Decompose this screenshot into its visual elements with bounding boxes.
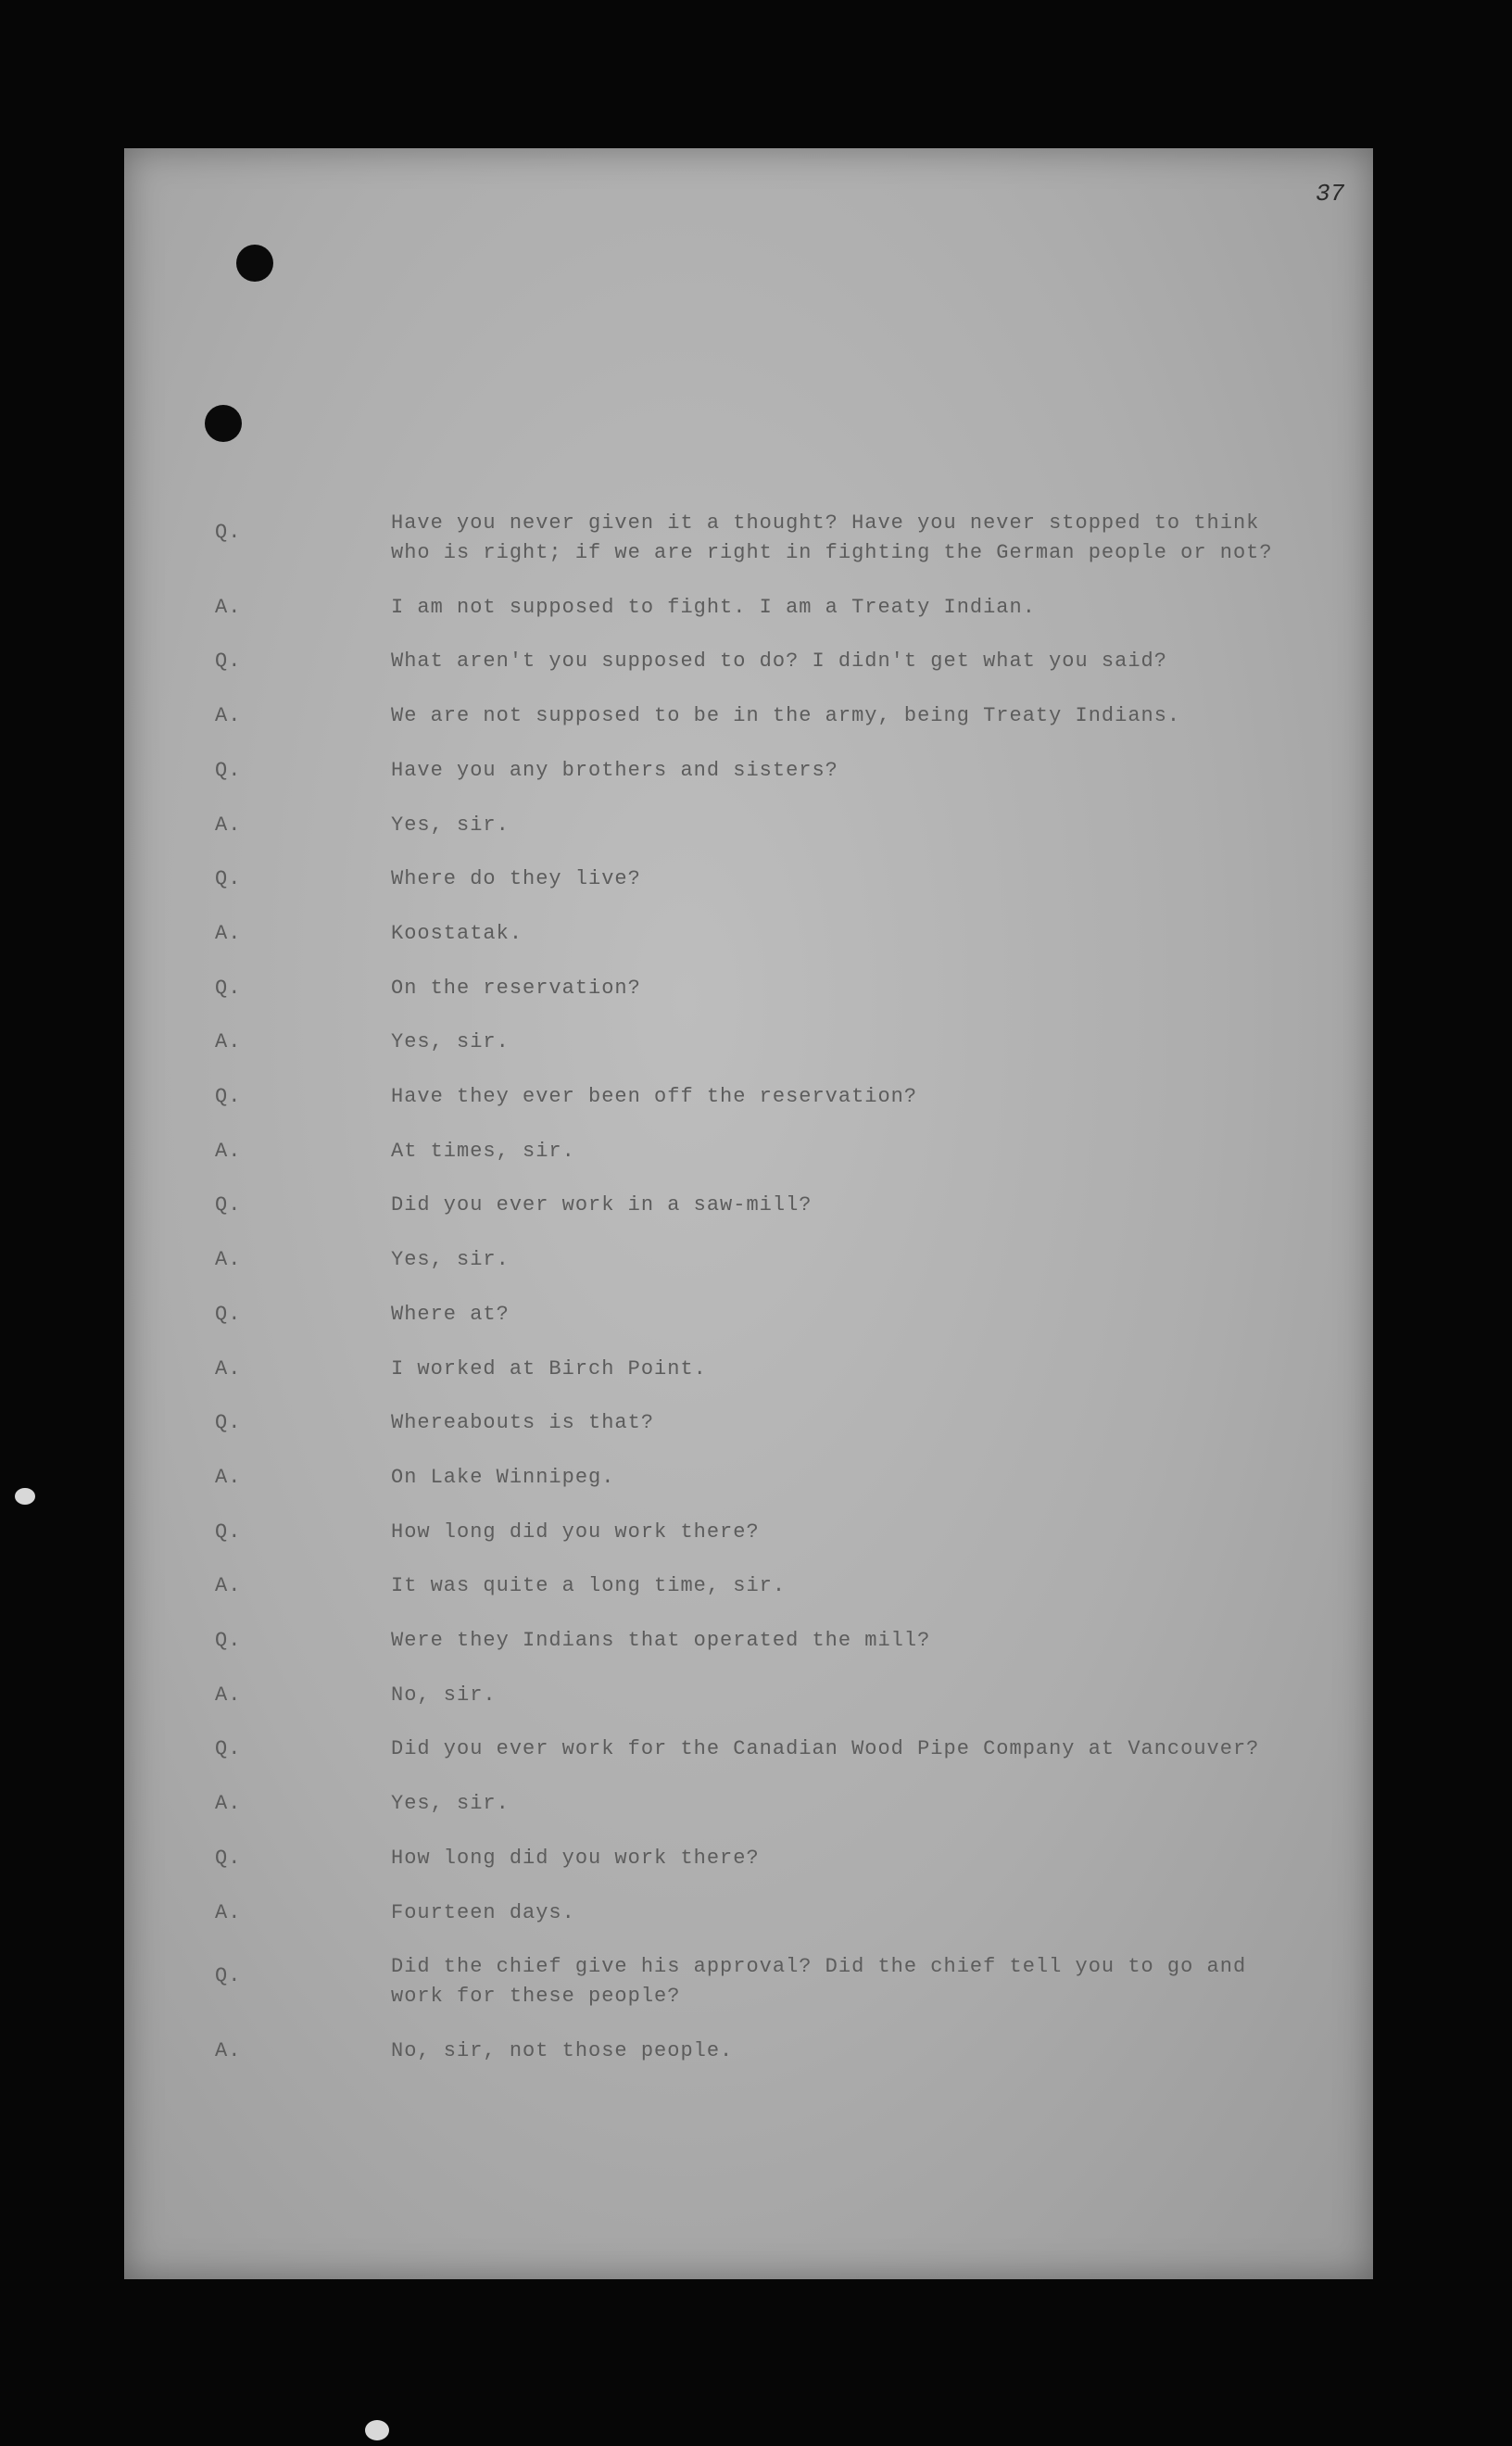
speaker-label: A. (215, 704, 242, 727)
speaker-label: A. (215, 1683, 242, 1707)
transcript-line: Yes, sir. (391, 1792, 510, 1815)
speaker-label: Q. (215, 759, 242, 782)
speaker-label: Q. (215, 649, 242, 673)
transcript-line: I worked at Birch Point. (391, 1357, 707, 1381)
transcript-line: Have you any brothers and sisters? (391, 759, 838, 782)
transcript-line: Yes, sir. (391, 1248, 510, 1271)
page-number: 37 (1316, 180, 1345, 208)
transcript-line: No, sir, not those people. (391, 2039, 734, 2062)
transcript-line: I am not supposed to fight. I am a Treaty Indian. (391, 596, 1036, 619)
speaker-label: Q. (215, 1520, 242, 1544)
speaker-label: A. (215, 1140, 242, 1163)
speaker-label: Q. (215, 1411, 242, 1434)
transcript-line: What aren't you supposed to do? I didn't get what you said? (391, 649, 1167, 673)
speaker-label: Q. (215, 521, 242, 544)
transcript-line: How long did you work there? (391, 1520, 760, 1544)
transcript-line: It was quite a long time, sir. (391, 1574, 787, 1597)
transcript-line: Were they Indians that operated the mill? (391, 1629, 931, 1652)
speaker-label: Q. (215, 1303, 242, 1326)
transcript-line: On the reservation? (391, 977, 641, 1000)
speaker-label: Q. (215, 1193, 242, 1217)
transcript-line: At times, sir. (391, 1140, 575, 1163)
speaker-label: Q. (215, 977, 242, 1000)
transcript-line: Have you never given it a thought? Have you never stopped to think (391, 511, 1260, 535)
transcript-line: We are not supposed to be in the army, being Treaty Indians. (391, 704, 1181, 727)
speaker-label: A. (215, 1357, 242, 1381)
speaker-label: Q. (215, 867, 242, 890)
speaker-label: A. (215, 1901, 242, 1924)
speaker-label: A. (215, 1030, 242, 1053)
transcript-line: Fourteen days. (391, 1901, 575, 1924)
speaker-label: A. (215, 813, 242, 837)
transcript-line: Where at? (391, 1303, 510, 1326)
transcript-line: How long did you work there? (391, 1847, 760, 1870)
transcript-line: Whereabouts is that? (391, 1411, 655, 1434)
transcript-line: work for these people? (391, 1985, 681, 2008)
transcript-line: Yes, sir. (391, 1030, 510, 1053)
transcript-line: No, sir. (391, 1683, 497, 1707)
speaker-label: A. (215, 1574, 242, 1597)
transcript-line: who is right; if we are right in fighting the German people or not? (391, 541, 1273, 564)
speaker-label: Q. (215, 1085, 242, 1108)
speaker-label: Q. (215, 1737, 242, 1760)
transcript-line: Have they ever been off the reservation? (391, 1085, 918, 1108)
transcript-line: Koostatak. (391, 922, 523, 945)
speaker-label: A. (215, 596, 242, 619)
speaker-label: A. (215, 2039, 242, 2062)
transcript-line: Did the chief give his approval? Did the chief tell you to go and (391, 1955, 1247, 1978)
speaker-label: A. (215, 1792, 242, 1815)
transcript-line: Yes, sir. (391, 813, 510, 837)
speaker-label: A. (215, 922, 242, 945)
speaker-label: A. (215, 1248, 242, 1271)
speaker-label: Q. (215, 1629, 242, 1652)
transcript-line: Did you ever work for the Canadian Wood Pipe Company at Vancouver? (391, 1737, 1260, 1760)
transcript-line: Where do they live? (391, 867, 641, 890)
transcript-line: On Lake Winnipeg. (391, 1466, 615, 1489)
speaker-label: Q. (215, 1847, 242, 1870)
speaker-label: Q. (215, 1964, 242, 1987)
transcript-line: Did you ever work in a saw-mill? (391, 1193, 813, 1217)
speaker-label: A. (215, 1466, 242, 1489)
